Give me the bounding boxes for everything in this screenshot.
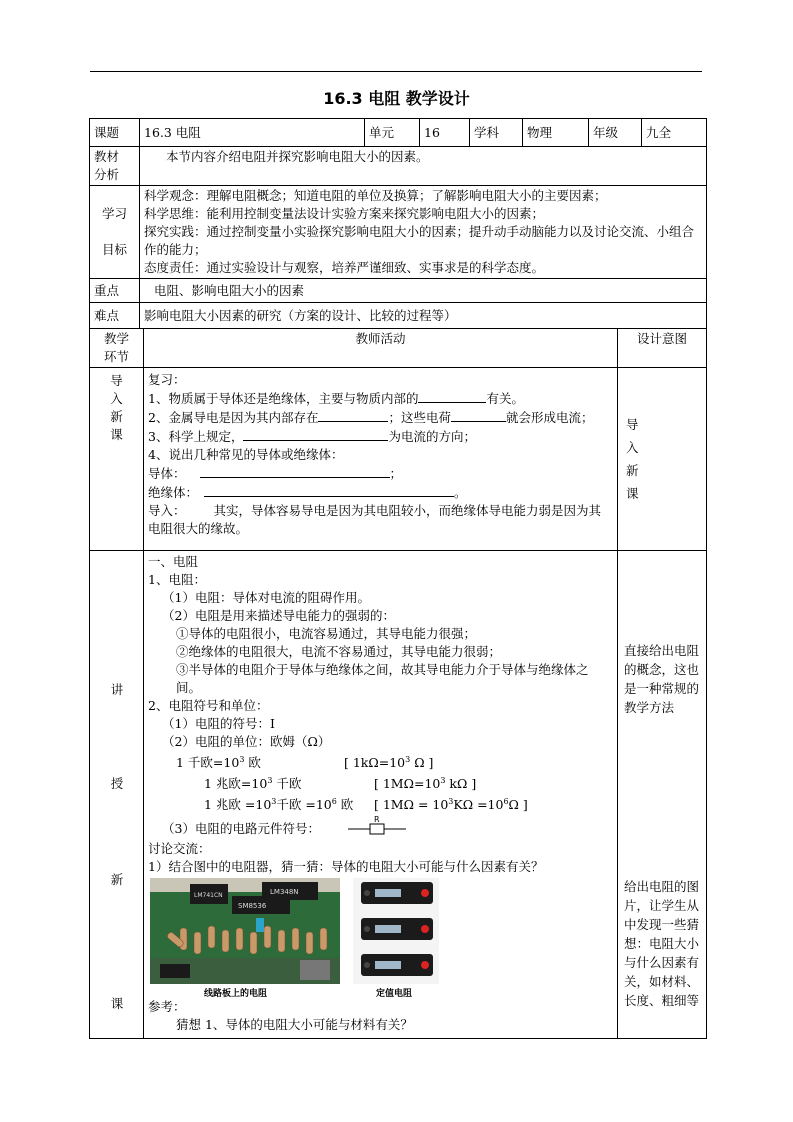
conversion-3: 1 兆欧 $=10^3$千欧 $=10^6$ 欧 [ $1M\Omega = 10^3K\Omega =10^6\Omega$ ]	[204, 797, 528, 813]
photo-caption: 线路板上的电阻	[204, 989, 268, 1000]
section-heading: 一、电阻	[148, 554, 199, 569]
section-sub: 1、电阻：	[148, 572, 206, 587]
definition-line: （2）电阻是用来描述导电能力的强弱的：	[162, 608, 395, 623]
conversion-2: 1 兆欧$=10^3$ 千欧 [ $1M\Omega=10^3$ kΩ ]	[204, 776, 477, 792]
topic-value: 16.3 电阻	[140, 119, 365, 147]
grade-label: 年级	[589, 119, 642, 147]
definition-line: （1）电阻：导体对电流的阻碍作用。	[162, 590, 370, 605]
difficulty-text: 影响电阻大小因素的研究（方案的设计、比较的过程等）	[140, 303, 707, 329]
question-2: 2、金属导电是因为其内部存在 ；这些电荷 就会形成电流；	[148, 410, 594, 425]
photo-caption: 定值电阻	[376, 989, 413, 1000]
row-key	[90, 279, 707, 303]
conversion-1: 1 千欧$=10^3$ 欧 [ $1k\Omega=10^3$ Ω ]	[176, 755, 434, 771]
goal-line: 科学思维：能利用控制变量法设计实验方案来探究影响电阻大小的因素；	[144, 206, 545, 221]
goal-line: 探究实践：通过控制变量小实验探究影响电阻大小的因素；提升动手动脑能力以及讨论交流、小组合作的能力；	[144, 224, 695, 257]
resistor-symbol-label: R	[374, 815, 380, 825]
fill-blank[interactable]	[200, 464, 390, 478]
discussion-label: 讨论交流：	[148, 841, 211, 857]
intro-stage: 导 入 新 课	[90, 368, 144, 551]
conductor-line: 导体： ；	[148, 466, 403, 481]
definition-line: ①导体的电阻很小，电流容易通过，其导电能力很强；	[176, 626, 477, 641]
fixed-resistor-photo	[353, 878, 439, 984]
question-4: 4、说出几种常见的导体或绝缘体：	[148, 447, 344, 462]
goal-line: 态度责任：通过实验设计与观察，培养严谨细致、实事求是的科学态度。	[144, 260, 545, 275]
unit-label: 单元	[365, 119, 420, 147]
intent-text: 给出电阻的图片，让学生从中发现一些猜想：电阻大小与什么因素有关，如材料、长度、粗细等	[624, 879, 700, 1008]
question-1: 1、物质属于导体还是绝缘体，主要与物质内部的 有关。	[148, 391, 524, 406]
unit-line: （1）电阻的符号：I	[162, 716, 275, 731]
discussion-question: 1）结合图中的电阻器，猜一猜：导体的电阻大小可能与什么因素有关？	[148, 859, 544, 875]
subject-label: 学科	[470, 119, 523, 147]
insulator-line: 绝缘体： 。	[148, 485, 467, 500]
section-sub: 2、电阻符号和单位：	[148, 698, 269, 713]
lecture-intent	[618, 551, 707, 1039]
definition-line: ③半导体的电阻介于导体与绝缘体之间，故其导电能力介于导体与绝缘体之间。	[176, 662, 589, 695]
col-teacher: 教师活动	[144, 329, 618, 368]
fill-blank[interactable]	[318, 408, 388, 422]
goals-label: 学习 目标	[90, 186, 140, 279]
row-analysis	[90, 147, 707, 186]
symbol-line: （3）电阻的电路元件符号： R	[148, 820, 613, 840]
goal-line: 科学观念：理解电阻概念；知道电阻的单位及换算；了解影响电阻大小的主要因素；	[144, 188, 607, 203]
intro-content	[144, 368, 618, 551]
row-intro	[90, 368, 707, 551]
svg-text:LM741CN: LM741CN	[194, 892, 223, 900]
page-title: 16.3 电阻 教学设计	[323, 89, 470, 108]
pcb-photo	[150, 878, 340, 984]
col-intent: 设计意图	[618, 329, 707, 368]
info-table	[89, 118, 707, 329]
row-lecture	[90, 551, 707, 1039]
goals-text	[140, 186, 707, 279]
analysis-text: 本节内容介绍电阻并探究影响电阻大小的因素。	[140, 147, 707, 186]
fill-blank[interactable]	[418, 389, 486, 403]
col-stage: 教学 环节	[90, 329, 144, 368]
row-goals	[90, 186, 707, 279]
lecture-stage: 讲 授 新 课	[90, 551, 144, 1039]
grade-value: 九全	[642, 119, 707, 147]
key-label: 重点	[90, 279, 140, 303]
topic-label: 课题	[90, 119, 140, 147]
fill-blank[interactable]	[243, 427, 388, 441]
reference-label: 参考：	[148, 999, 186, 1015]
difficulty-label: 难点	[90, 303, 140, 329]
unit-line: （2）电阻的单位：欧姆（Ω）	[162, 734, 331, 749]
svg-text:LM348N: LM348N	[270, 888, 299, 897]
definition-line: ②绝缘体的电阻很大，电流不容易通过，其导电能力很弱；	[176, 644, 502, 659]
lecture-content	[144, 551, 618, 1039]
lead-in: 导入： 其实，导体容易导电是因为其电阻较小，而绝缘体导电能力弱是因为其电阻很大的缘故。	[148, 503, 602, 536]
row-columns	[90, 329, 707, 368]
resistor-symbol-icon	[348, 814, 408, 836]
intent-text: 直接给出电阻的概念，这也是一种常规的教学方法	[624, 643, 700, 715]
fill-blank[interactable]	[204, 483, 454, 497]
row-difficulty	[90, 303, 707, 329]
subject-value: 物理	[523, 119, 589, 147]
guess-line: 猜想 1、导体的电阻大小可能与材料有关？	[176, 1017, 413, 1033]
svg-text:SM8536: SM8536	[238, 902, 267, 911]
process-table	[89, 328, 707, 1039]
review-label: 复习：	[148, 372, 186, 387]
header-rule	[90, 71, 702, 72]
fill-blank[interactable]	[451, 408, 506, 422]
photos	[148, 878, 613, 998]
analysis-label: 教材 分析	[90, 147, 140, 186]
question-3: 3、科学上规定， 为电流的方向；	[148, 429, 476, 444]
intro-intent: 导 入 新 课	[618, 368, 707, 551]
unit-value: 16	[420, 119, 470, 147]
key-text: 电阻、影响电阻大小的因素	[140, 279, 707, 303]
row-topic	[90, 119, 707, 147]
